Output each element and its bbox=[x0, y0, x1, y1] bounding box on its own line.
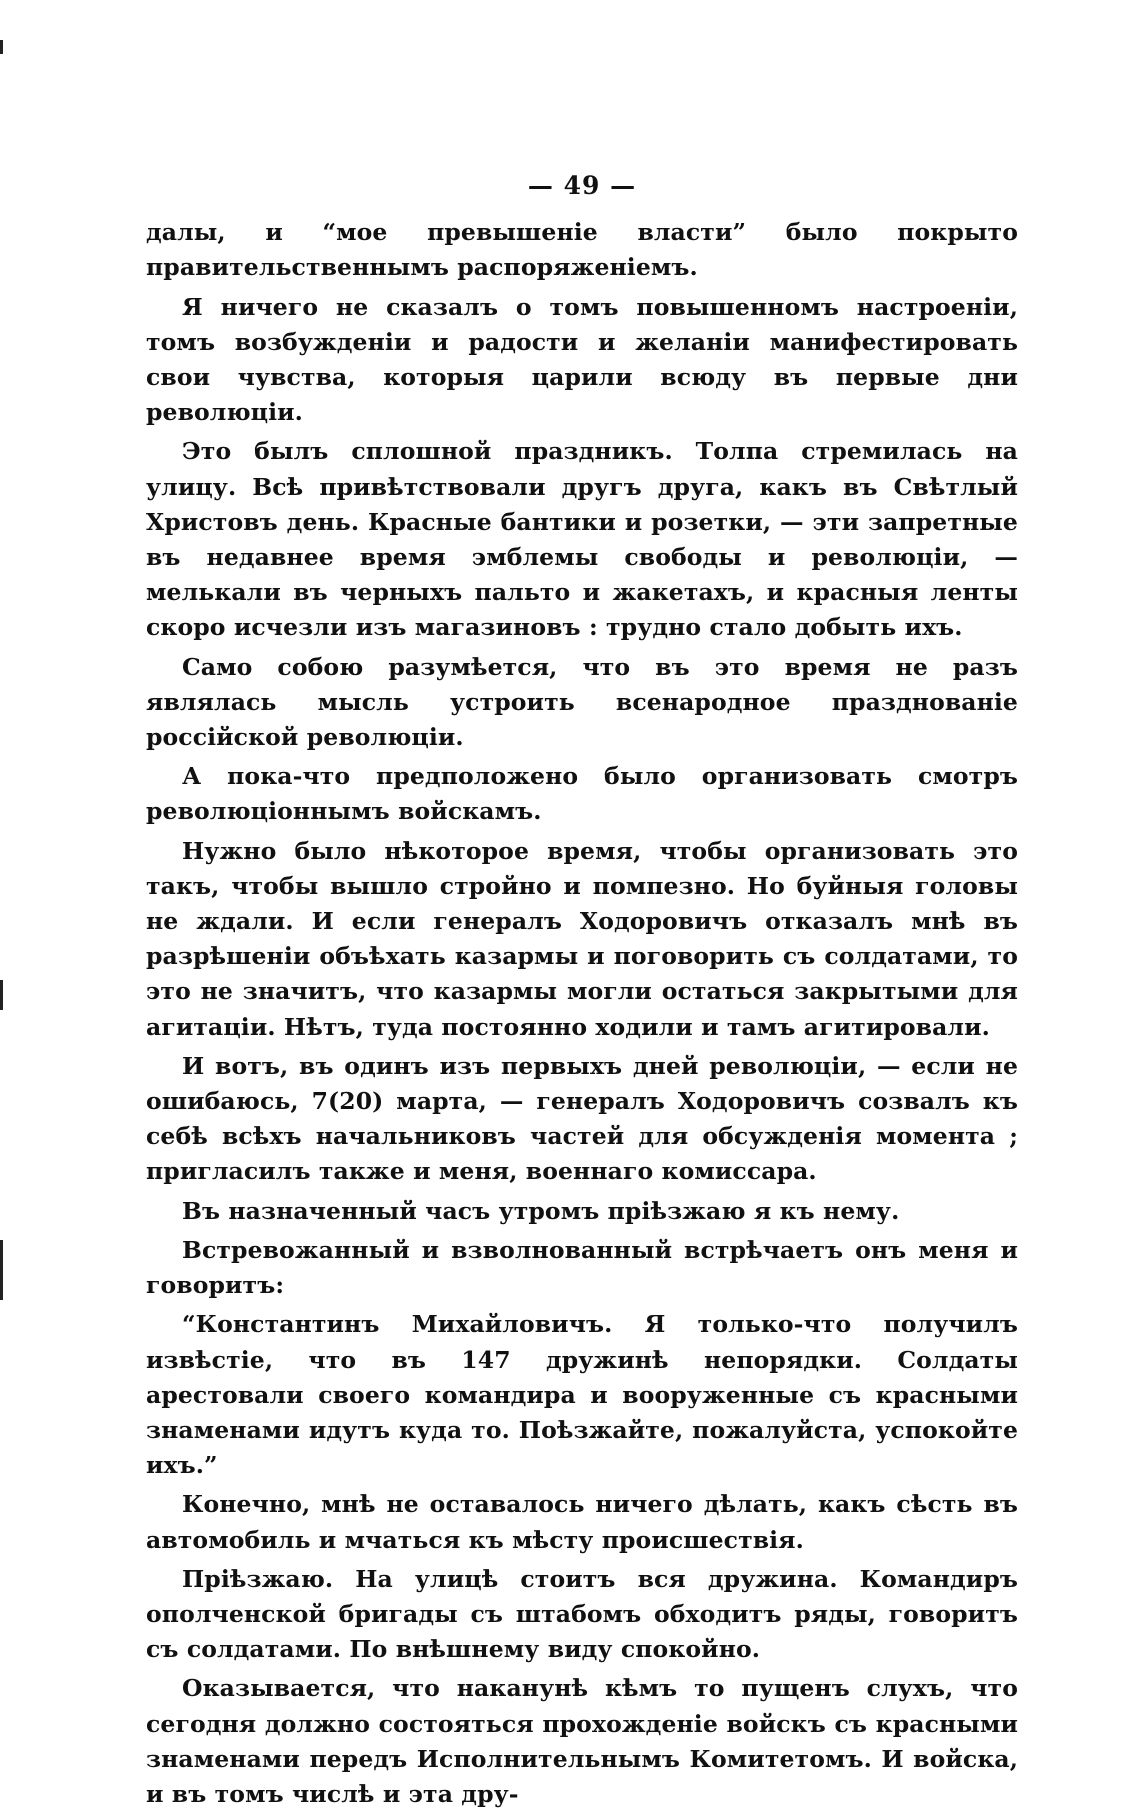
quoted-paragraph: “Константинъ Михайловичъ. Я только-что получилъ извѣстіе, что въ 147 дружинѣ непорядки. Солдаты арестовали своего командира и вооруженные съ красными знаменами идутъ куда то. Поѣзжайте, пожалуйста, успокойте ихъ.” bbox=[146, 1310, 1018, 1480]
scan-edge-mark bbox=[0, 980, 3, 1010]
paragraph: далы, и “мое превышеніе власти” было покрыто правительственнымъ распоряженіемъ. bbox=[146, 218, 1018, 282]
paragraph: Я ничего не сказалъ о томъ повышенномъ настроеніи, томъ возбужденіи и радости и желаніи манифестировать свои чувства, которыя царили всюду въ первые дни революціи. bbox=[146, 292, 1018, 427]
scan-edge-mark bbox=[0, 40, 3, 54]
paragraph: Само собою разумѣется, что въ это время не разъ являлась мысль устроить всенародное празднованіе россійской революціи. bbox=[146, 652, 1018, 752]
paragraph: Въ назначенный часъ утромъ пріѣзжаю я къ нему. bbox=[182, 1196, 900, 1225]
paragraph: Нужно было нѣкоторое время, чтобы организовать это такъ, чтобы вышло стройно и помпезно. Но буйныя головы не ждали. И если генералъ Ходоровичъ отказалъ мнѣ въ разрѣшеніи объѣхать казармы и поговорить съ солдатами, то это не значитъ, что казармы могли остаться закрытыми для агитаціи. Нѣтъ, туда постоянно ходили и тамъ агитировали. bbox=[146, 836, 1018, 1041]
paragraph: Оказывается, что наканунѣ кѣмъ то пущенъ слухъ, что сегодня должно состояться прохожденіе войскъ съ красными знаменами передъ Исполнительнымъ Комитетомъ. И войска, и въ томъ числѣ и эта дру- bbox=[146, 1674, 1018, 1808]
paragraph: И вотъ, въ одинъ изъ первыхъ дней революціи, — если не ошибаюсь, 7(20) марта, — генералъ Ходоровичъ созвалъ къ себѣ всѣхъ начальниковъ частей для обсужденія момента ; пригласилъ также и меня, военнаго комиссара. bbox=[146, 1051, 1018, 1186]
page-number: — 49 — bbox=[527, 171, 637, 200]
scan-edge-mark bbox=[0, 1240, 3, 1300]
paragraph: Конечно, мнѣ не оставалось ничего дѣлать, какъ сѣсть въ автомобиль и мчаться къ мѣсту происшествія. bbox=[146, 1490, 1018, 1554]
book-page bbox=[146, 168, 1018, 1816]
paragraph: Это былъ сплошной праздникъ. Толпа стремилась на улицу. Всѣ привѣтствовали другъ друга, какъ въ Свѣтлый Христовъ день. Красные бантики и розетки, — эти запретные въ недавнее время эмблемы свободы и революціи, — мелькали въ черныхъ пальто и жакетахъ, и красныя ленты скоро исчезли изъ магазиновъ : трудно стало добыть ихъ. bbox=[146, 437, 1018, 642]
paragraph: Пріѣзжаю. На улицѣ стоитъ вся дружина. Командиръ ополченской бригады съ штабомъ обходитъ ряды, говоритъ съ солдатами. По внѣшнему виду спокойно. bbox=[146, 1564, 1018, 1664]
paragraph: А пока-что предположено было организовать смотръ революціоннымъ войскамъ. bbox=[146, 762, 1018, 826]
paragraph: Встревожанный и взволнованный встрѣчаетъ онъ меня и говоритъ: bbox=[146, 1235, 1018, 1300]
